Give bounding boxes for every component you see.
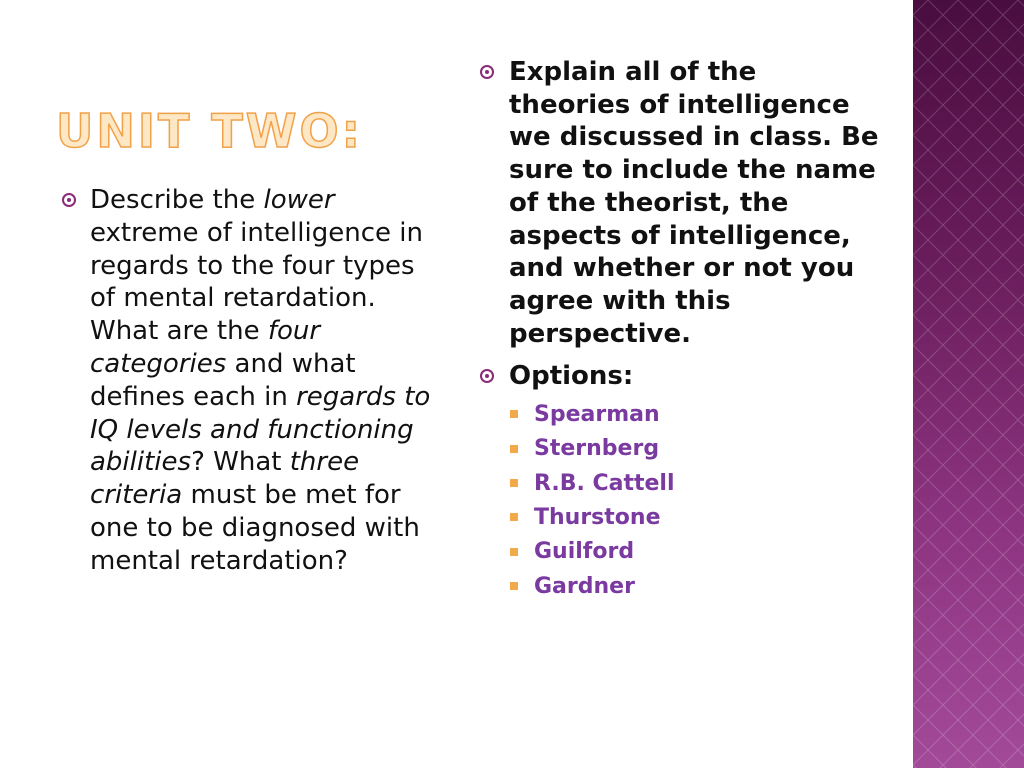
- list-item: [510, 466, 880, 500]
- square-icon: [510, 479, 518, 487]
- left-column: [62, 184, 442, 578]
- left-bullet-item: [62, 184, 442, 578]
- square-icon: [510, 548, 518, 556]
- option-label: Thurstone: [534, 504, 661, 530]
- options-list: [510, 397, 880, 603]
- list-item: [510, 431, 880, 465]
- text-what: ? What: [191, 447, 290, 478]
- diamond-pattern: [913, 0, 1024, 768]
- square-icon: [510, 582, 518, 590]
- option-label: Spearman: [534, 401, 660, 427]
- circled-dot-icon: [480, 369, 494, 383]
- text-describe: Describe the: [90, 185, 264, 215]
- text-lower: lower: [263, 185, 335, 215]
- options-label: Options:: [509, 361, 634, 392]
- text-extreme: extreme of intelligence in regards to the four types of mental retardation. What are the: [90, 217, 423, 347]
- text-iq-levels: regards to IQ levels and functioning abilities: [90, 381, 431, 478]
- slide-title: UNIT TWO:: [56, 104, 363, 158]
- text-three-criteria: three criteria: [90, 447, 360, 511]
- question-bullet-item: [480, 56, 880, 350]
- text-defines: and what defines each in: [90, 348, 356, 412]
- list-item: [510, 500, 880, 534]
- square-icon: [510, 445, 518, 453]
- option-label: R.B. Cattell: [534, 470, 675, 496]
- option-label: Sternberg: [534, 436, 660, 462]
- text-four-categories: four categories: [90, 316, 321, 379]
- decorative-side-band: [913, 0, 1024, 768]
- options-bullet-item: [480, 360, 880, 393]
- right-column: [480, 56, 880, 603]
- option-label: Guilford: [534, 539, 635, 565]
- list-item: [510, 569, 880, 603]
- circled-dot-icon: [480, 65, 494, 79]
- list-item: [510, 535, 880, 569]
- list-item: [510, 397, 880, 431]
- left-bullet-text: [90, 184, 442, 578]
- text-diagnosed: must be met for one to be diagnosed with mental retardation?: [90, 480, 420, 576]
- circled-dot-icon: [62, 193, 76, 207]
- question-text: Explain all of the theories of intelligence we discussed in class. Be sure to include the name of the theorist, the aspects of intelligence, and whether or not you agree with this perspective.: [509, 57, 879, 349]
- option-label: Gardner: [534, 573, 635, 599]
- square-icon: [510, 410, 518, 418]
- square-icon: [510, 513, 518, 521]
